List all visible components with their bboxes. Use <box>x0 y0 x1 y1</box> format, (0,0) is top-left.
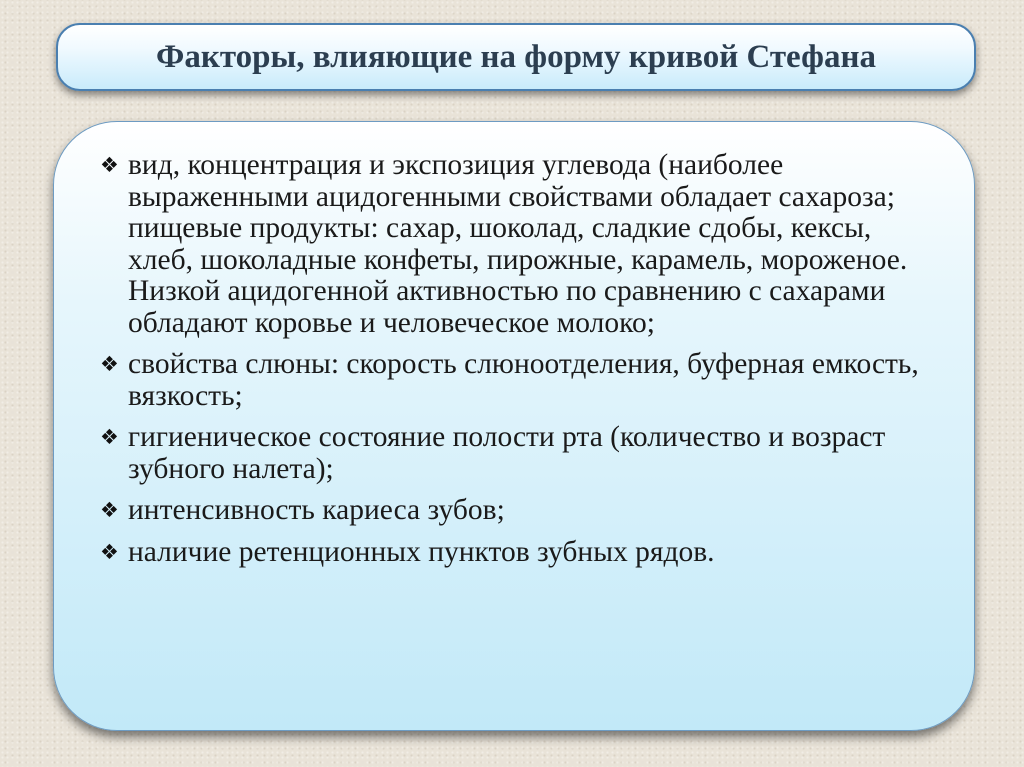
list-item <box>100 150 930 339</box>
slide-title: Факторы, влияющие на форму кривой Стефана <box>156 38 876 75</box>
list-item-text: гигиеническое состояние полости рта (количество и возраст зубного налета); <box>128 421 886 485</box>
diamond-bullet-icon: ❖ <box>100 425 119 449</box>
list-item-text: наличие ретенционных пунктов зубных рядов. <box>128 535 715 568</box>
list-item <box>100 422 930 485</box>
list-item <box>100 349 930 412</box>
diamond-bullet-icon: ❖ <box>100 153 119 177</box>
list-item-text: свойства слюны: скорость слюноотделения, буферная емкость, вязкость; <box>128 348 919 412</box>
diamond-bullet-icon: ❖ <box>100 352 119 376</box>
bullet-list <box>100 150 930 578</box>
title-banner <box>56 23 976 91</box>
list-item-text: вид, концентрация и экспозиция углевода (наиболее выраженными ацидогенными свойствами обладает сахароза; пищевые продукты: сахар, шоколад, сладкие сдобы, кексы, хлеб, шоколадные конфеты, пирожные, карамель, мороженое. Низкой ацидогенной активностью по сравнению с сахарами обладают коровье и человеческое молоко; <box>128 149 908 339</box>
list-item <box>100 537 930 569</box>
diamond-bullet-icon: ❖ <box>100 498 119 522</box>
diamond-bullet-icon: ❖ <box>100 539 119 564</box>
list-item <box>100 495 930 527</box>
list-item-text: интенсивность кариеса зубов; <box>128 494 505 526</box>
